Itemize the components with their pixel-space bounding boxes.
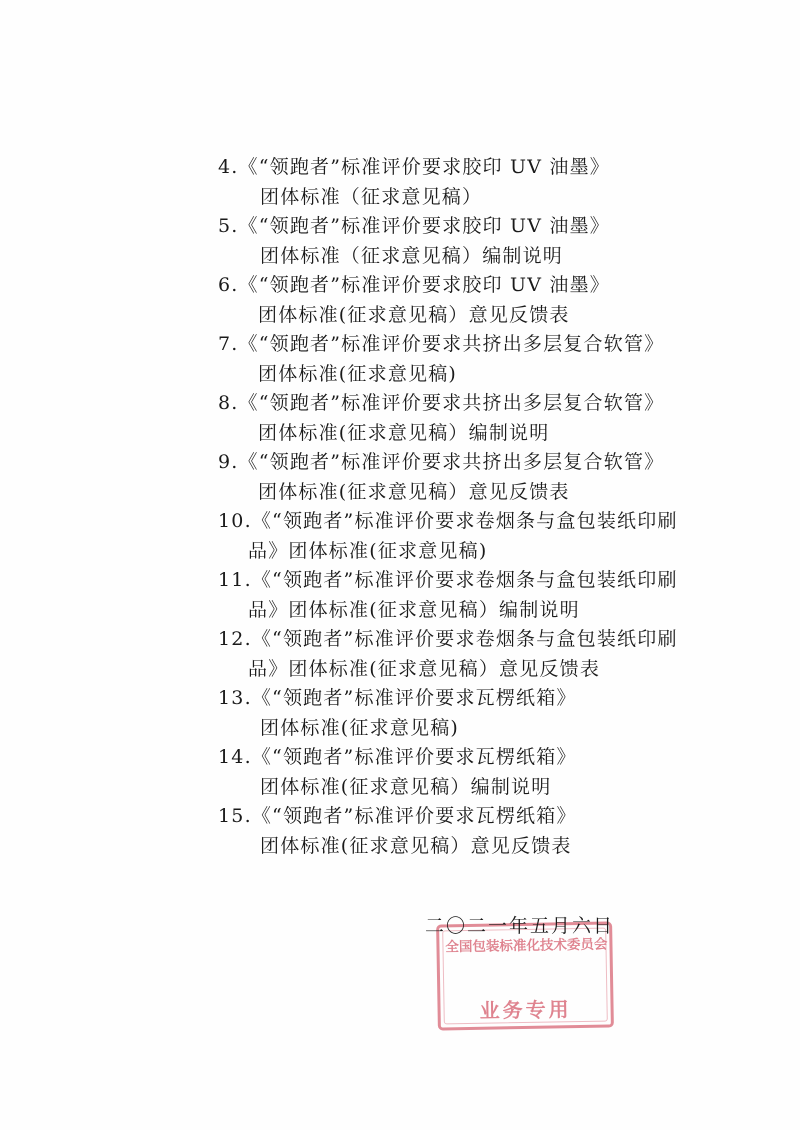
- item-number: 8.: [218, 392, 239, 414]
- list-item: [218, 330, 698, 389]
- item-title: 《“领跑者”标准评价要求共挤出多层复合软管》: [238, 333, 665, 355]
- list-item: [218, 153, 698, 212]
- list-item: [218, 271, 698, 330]
- list-item: [218, 389, 698, 448]
- item-title: 《“领跑者”标准评价要求胶印 UV 油墨》: [238, 215, 610, 237]
- item-title: 《“领跑者”标准评价要求卷烟条与盒包装纸印刷: [251, 510, 678, 532]
- list-item: [218, 448, 698, 507]
- list-item: [218, 802, 698, 861]
- list-item: [218, 212, 698, 271]
- item-number: 15.: [218, 805, 252, 827]
- item-continuation: 团体标准(征求意见稿）意见反馈表: [260, 834, 572, 857]
- item-number: 12.: [218, 628, 252, 650]
- item-number: 13.: [218, 687, 252, 709]
- seal-org-text: 全国包装标准化技术委员会: [445, 936, 608, 956]
- item-number: 6.: [218, 274, 239, 296]
- item-number: 5.: [218, 215, 239, 237]
- item-number: 4.: [218, 156, 239, 178]
- list-item: [218, 566, 698, 625]
- item-continuation: 团体标准(征求意见稿): [260, 716, 460, 739]
- item-continuation: 品》团体标准(征求意见稿): [248, 539, 488, 562]
- item-title: 《“领跑者”标准评价要求共挤出多层复合软管》: [238, 392, 665, 414]
- item-title: 《“领跑者”标准评价要求卷烟条与盒包装纸印刷: [251, 569, 678, 591]
- item-continuation: 团体标准（征求意见稿）编制说明: [260, 244, 564, 267]
- item-number: 10.: [218, 510, 252, 532]
- list-item: [218, 684, 698, 743]
- item-number: 14.: [218, 746, 252, 768]
- item-title: 《“领跑者”标准评价要求瓦楞纸箱》: [251, 746, 577, 768]
- list-item: [218, 743, 698, 802]
- seal-usage-text: 业务专用: [479, 997, 572, 1023]
- item-continuation: 团体标准(征求意见稿）意见反馈表: [258, 480, 570, 503]
- item-continuation: 团体标准(征求意见稿): [258, 362, 458, 385]
- item-title: 《“领跑者”标准评价要求瓦楞纸箱》: [251, 687, 577, 709]
- item-number: 9.: [218, 451, 239, 473]
- item-continuation: 团体标准(征求意见稿）编制说明: [260, 775, 552, 798]
- item-continuation: 品》团体标准(征求意见稿）意见反馈表: [248, 657, 601, 680]
- item-title: 《“领跑者”标准评价要求胶印 UV 油墨》: [238, 156, 610, 178]
- item-title: 《“领跑者”标准评价要求卷烟条与盒包装纸印刷: [251, 628, 678, 650]
- item-continuation: 团体标准(征求意见稿）意见反馈表: [258, 303, 570, 326]
- item-continuation: 团体标准（征求意见稿）: [260, 185, 483, 208]
- item-number: 11.: [218, 569, 252, 591]
- item-title: 《“领跑者”标准评价要求瓦楞纸箱》: [251, 805, 577, 827]
- document-date: 二〇二一年五月六日: [425, 915, 615, 937]
- item-continuation: 团体标准(征求意见稿）编制说明: [258, 421, 550, 444]
- item-number: 7.: [218, 333, 239, 355]
- list-item: [218, 507, 698, 566]
- item-continuation: 品》团体标准(征求意见稿）编制说明: [248, 598, 580, 621]
- attachment-list: [218, 153, 698, 861]
- item-title: 《“领跑者”标准评价要求胶印 UV 油墨》: [238, 274, 610, 296]
- item-title: 《“领跑者”标准评价要求共挤出多层复合软管》: [238, 451, 665, 473]
- list-item: [218, 625, 698, 684]
